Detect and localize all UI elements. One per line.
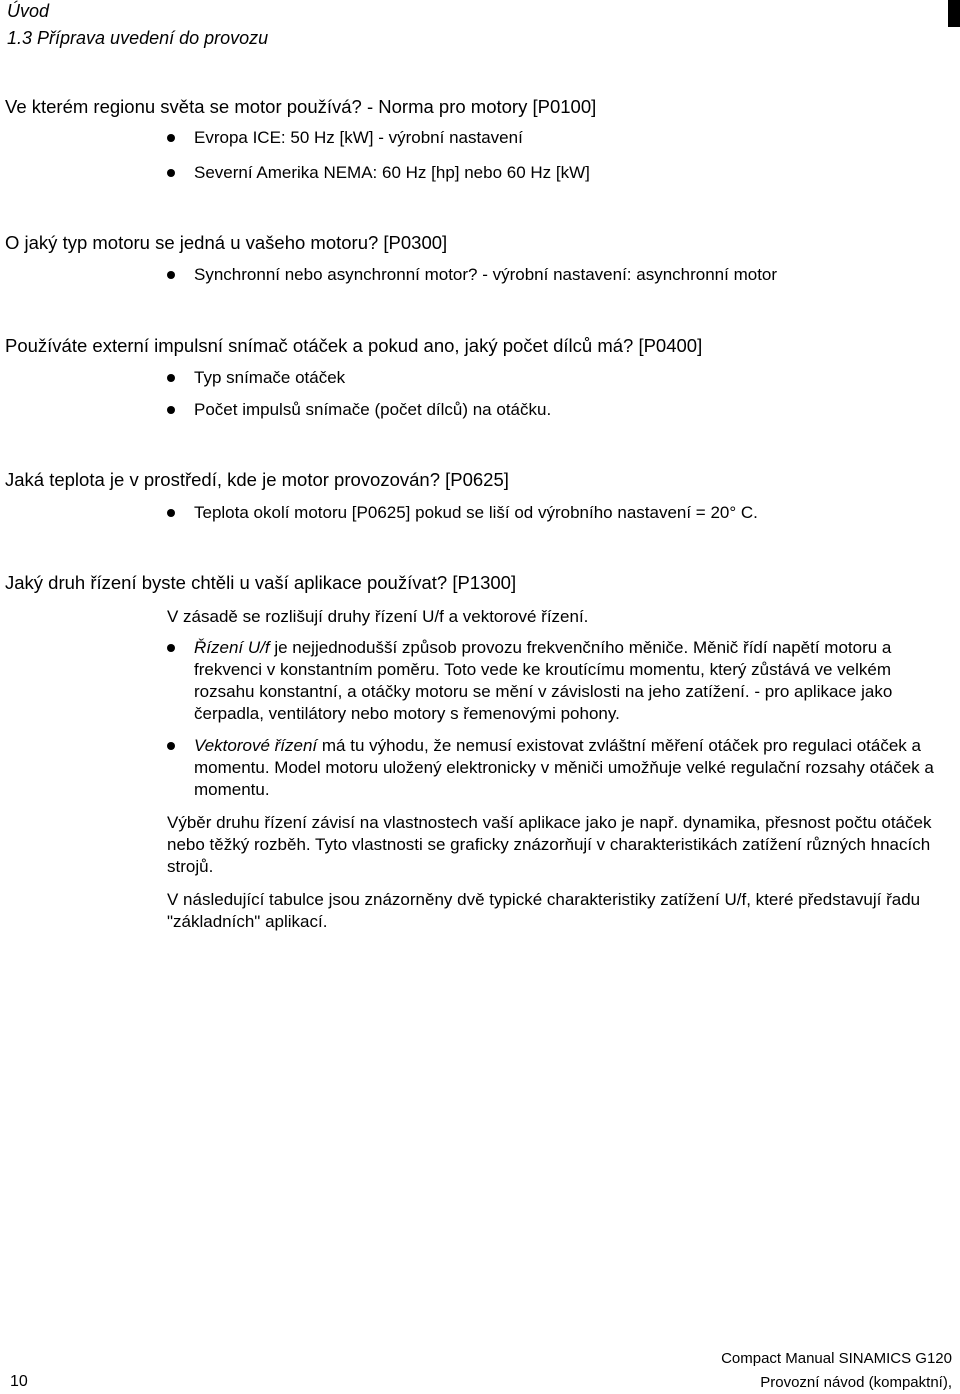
vector-control-term: Vektorové řízení bbox=[194, 736, 318, 755]
list-item: Počet impulsů snímače (počet dílců) na otáčku. bbox=[194, 400, 552, 419]
list-item: Teplota okolí motoru [P0625] pokud se liší od výrobního nastavení = 20° C. bbox=[194, 503, 758, 522]
question-region: Ve kterém regionu světa se motor používá? - Norma pro motory [P0100] bbox=[5, 96, 597, 117]
question-motor-type: O jaký typ motoru se jedná u vašeho motoru? [P0300] bbox=[5, 232, 448, 253]
uf-control-term: Řízení U/f bbox=[194, 638, 270, 657]
bullet-icon bbox=[167, 406, 175, 414]
bullet-icon bbox=[167, 374, 175, 382]
paragraph-table-intro: V následující tabulce jsou znázorněny dvě typické charakteristiky zatížení U/f, které představují řadu "základních" aplikací. bbox=[167, 890, 921, 931]
bullet-icon bbox=[167, 742, 175, 750]
header-rule bbox=[948, 0, 960, 27]
question-control-type: Jaký druh řízení byste chtěli u vaší aplikace používat? [P1300] bbox=[5, 572, 517, 593]
bullet-icon bbox=[167, 509, 175, 517]
bullet-icon bbox=[167, 134, 175, 142]
list-item: Evropa ICE: 50 Hz [kW] - výrobní nastavení bbox=[194, 128, 523, 147]
list-item: Typ snímače otáček bbox=[194, 368, 346, 387]
section-title: 1.3 Příprava uvedení do provozu bbox=[7, 28, 269, 48]
list-item: Synchronní nebo asynchronní motor? - výrobní nastavení: asynchronní motor bbox=[194, 265, 778, 284]
list-item-uf-control bbox=[194, 637, 939, 725]
bullet-icon bbox=[167, 169, 175, 177]
bullet-icon bbox=[167, 644, 175, 652]
list-item: Severní Amerika NEMA: 60 Hz [hp] nebo 60 Hz [kW] bbox=[194, 163, 590, 182]
question-temperature: Jaká teplota je v prostředí, kde je motor provozován? [P0625] bbox=[5, 469, 509, 490]
manual-subtitle: Provozní návod (kompaktní), bbox=[760, 1374, 952, 1391]
question-encoder: Používáte externí impulsní snímač otáček a pokud ano, jaký počet dílců má? [P0400] bbox=[5, 335, 703, 356]
manual-title: Compact Manual SINAMICS G120 bbox=[721, 1350, 952, 1367]
paragraph-selection: Výběr druhu řízení závisí na vlastnostech vaší aplikace jako je např. dynamika, přesnost počtu otáček nebo těžký rozběh. Tyto vlastnosti se graficky znázorňují v charakteristikách zatížení různých hnacích strojů. bbox=[167, 813, 932, 876]
chapter-title: Úvod bbox=[7, 1, 50, 21]
control-intro: V zásadě se rozlišují druhy řízení U/f a vektorové řízení. bbox=[167, 607, 589, 626]
vector-control-text: má tu výhodu, že nemusí existovat zvláštní měření otáček pro regulaci otáček a momentu. Model motoru uložený elektronicky v měniči umožňuje velké regulační rozsahy otáček a momentu. bbox=[194, 736, 934, 799]
bullet-icon bbox=[167, 271, 175, 279]
page-number: 10 bbox=[10, 1373, 28, 1390]
list-item-vector-control bbox=[194, 735, 939, 801]
uf-control-text: je nejjednodušší způsob provozu frekvenčního měniče. Měnič řídí napětí motoru a frekvenci v konstantním poměru. Toto vede ke kroutícímu momentu, který zůstává ve velkém rozsahu konstantní, a otáčky motoru se mění v závislosti na jeho zatížení. - pro aplikace jako čerpadla, ventilátory nebo motory s řemenovými pohony. bbox=[194, 638, 893, 723]
